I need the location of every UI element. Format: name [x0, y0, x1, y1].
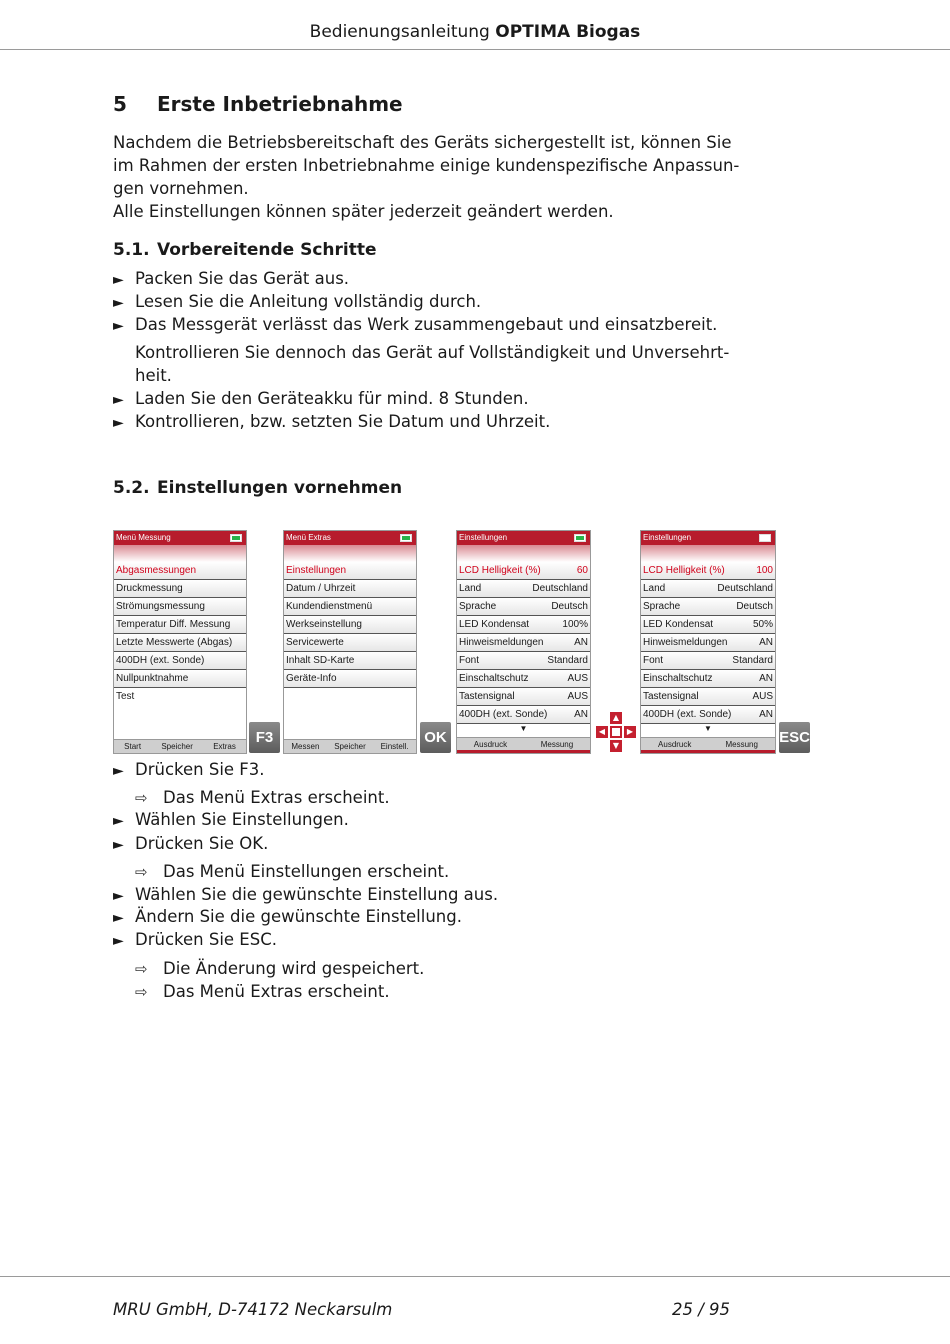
softkey-label[interactable]: Extras — [213, 742, 236, 751]
intro-line: Alle Einstellungen können später jederzeit geändert werden. — [113, 202, 614, 221]
settings-row[interactable]: Hinweismeldungen AN — [457, 634, 590, 652]
screen-title-bar: Einstellungen — [457, 531, 590, 545]
softkey-label[interactable]: Ausdruck — [473, 740, 508, 749]
step-marker: ► — [113, 933, 124, 949]
screen-menu-extras — [283, 530, 417, 754]
softkey-bar — [641, 737, 775, 753]
result-arrow-icon: ⇨ — [135, 863, 148, 881]
scroll-down-icon: ▼ — [704, 724, 712, 733]
arrow-right-icon[interactable]: ▶ — [624, 726, 636, 738]
header-product: OPTIMA Biogas — [495, 22, 641, 42]
step-marker: ► — [113, 888, 124, 904]
arrow-down-icon[interactable]: ▼ — [610, 740, 622, 752]
settings-row[interactable]: Font Standard — [641, 652, 775, 670]
battery-icon — [574, 534, 586, 542]
softkey-label[interactable]: Speicher — [334, 742, 366, 751]
f3-key[interactable]: F3 — [249, 722, 280, 753]
softkey-label[interactable]: Speicher — [161, 742, 193, 751]
subsection-number: 5.2. — [113, 478, 150, 498]
screen-title-bar: Menü Extras — [284, 531, 416, 545]
step-marker: ► — [113, 318, 124, 334]
softkey-bar — [457, 737, 590, 753]
result-arrow-icon: ⇨ — [135, 789, 148, 807]
softkey-label[interactable]: Messen — [291, 742, 320, 751]
menu-item[interactable]: Inhalt SD-Karte — [284, 652, 416, 670]
ok-key[interactable]: OK — [420, 722, 451, 753]
step-item: ► Lesen Sie die Anleitung vollständig durch. — [113, 290, 481, 315]
softkey-bar — [114, 739, 246, 753]
header-rule — [0, 49, 950, 50]
screen-title-bar: Einstellungen — [641, 531, 775, 545]
step-marker: ► — [113, 415, 124, 431]
menu-item[interactable]: Test — [114, 688, 246, 705]
settings-row[interactable]: Sprache Deutsch — [457, 598, 590, 616]
menu-item[interactable]: Kundendienstmenü — [284, 598, 416, 616]
softkey-label[interactable]: Ausdruck — [658, 740, 692, 749]
screen-menu-messung — [113, 530, 247, 754]
settings-row[interactable]: Einschaltschutz AUS — [457, 670, 590, 688]
step-item: ► Drücken Sie ESC. — [113, 928, 277, 953]
screen-title-bar: Menü Messung — [114, 531, 246, 545]
settings-row[interactable]: LCD Helligkeit (%) 60 — [457, 562, 590, 580]
intro-paragraph — [113, 131, 753, 223]
result-item: ⇨ Die Änderung wird gespeichert. — [135, 957, 424, 981]
menu-item[interactable]: Geräte-Info — [284, 670, 416, 688]
settings-row[interactable]: Tastensignal AUS — [641, 688, 775, 706]
battery-icon — [759, 534, 771, 542]
step-item: ► Ändern Sie die gewünschte Einstellung. — [113, 905, 462, 930]
step-item: ► Drücken Sie OK. — [113, 832, 268, 857]
esc-key[interactable]: ESC — [779, 722, 810, 753]
step-item: ► Kontrollieren, bzw. setzten Sie Datum und Uhrzeit. — [113, 410, 550, 435]
settings-row[interactable]: 400DH (ext. Sonde) AN — [641, 706, 775, 724]
menu-item[interactable]: Datum / Uhrzeit — [284, 580, 416, 598]
screen-einstellungen-before — [456, 530, 591, 754]
settings-row[interactable]: Hinweismeldungen AN — [641, 634, 775, 652]
footer-company: MRU GmbH, D-74172 Neckarsulm — [113, 1300, 393, 1319]
dpad-icon[interactable] — [596, 712, 636, 754]
intro-line: im Rahmen der ersten Inbetriebnahme einige kundenspezifische Anpassun- — [113, 156, 740, 175]
settings-list — [457, 562, 590, 734]
subsection-heading-1 — [113, 240, 377, 260]
step-item: ► Drücken Sie F3. — [113, 758, 265, 783]
menu-item[interactable]: Servicewerte — [284, 634, 416, 652]
menu-item[interactable]: Abgasmessungen — [114, 562, 246, 580]
step-item: ► Packen Sie das Gerät aus. — [113, 267, 349, 292]
menu-item[interactable]: Druckmessung — [114, 580, 246, 598]
menu-item[interactable]: Einstellungen — [284, 562, 416, 580]
menu-item[interactable]: Nullpunktnahme — [114, 670, 246, 688]
step-marker: ► — [113, 837, 124, 853]
subsection-title: Einstellungen vornehmen — [157, 478, 403, 498]
battery-icon — [400, 534, 412, 542]
settings-row[interactable]: Tastensignal AUS — [457, 688, 590, 706]
step-marker: ► — [113, 763, 124, 779]
settings-row[interactable]: Land Deutschland — [641, 580, 775, 598]
intro-line: gen vornehmen. — [113, 179, 249, 198]
settings-row[interactable]: Font Standard — [457, 652, 590, 670]
step-marker: ► — [113, 392, 124, 408]
settings-row[interactable]: LED Kondensat 50% — [641, 616, 775, 634]
footer-page-number: 25 / 95 — [672, 1300, 731, 1319]
screen-einstellungen-after — [640, 530, 776, 754]
subsection-heading-2 — [113, 478, 402, 498]
arrow-left-icon[interactable]: ◀ — [596, 726, 608, 738]
step-marker: ► — [113, 295, 124, 311]
menu-item[interactable]: Letzte Messwerte (Abgas) — [114, 634, 246, 652]
section-title: Erste Inbetriebnahme — [157, 92, 403, 116]
result-item: ⇨ Das Menü Extras erscheint. — [135, 786, 390, 810]
result-arrow-icon: ⇨ — [135, 983, 148, 1001]
settings-row[interactable]: Land Deutschland — [457, 580, 590, 598]
step-marker: ► — [113, 272, 124, 288]
step-item: ► Wählen Sie die gewünschte Einstellung aus. — [113, 883, 498, 908]
menu-item[interactable]: Strömungsmessung — [114, 598, 246, 616]
settings-row[interactable]: Sprache Deutsch — [641, 598, 775, 616]
menu-item[interactable]: Werkseinstellung — [284, 616, 416, 634]
footer-rule — [0, 1276, 950, 1277]
settings-row[interactable]: LED Kondensat 100% — [457, 616, 590, 634]
intro-line: Nachdem die Betriebsbereitschaft des Geräts sichergestellt ist, können Sie — [113, 133, 732, 152]
settings-list — [641, 562, 775, 734]
arrow-up-icon[interactable]: ▲ — [610, 712, 622, 724]
result-arrow-icon: ⇨ — [135, 960, 148, 978]
subsection-number: 5.1. — [113, 240, 150, 260]
softkey-bar — [284, 739, 416, 753]
menu-item[interactable]: 400DH (ext. Sonde) — [114, 652, 246, 670]
softkey-label[interactable]: Start — [124, 742, 142, 751]
softkey-label[interactable]: Messung — [725, 740, 758, 749]
subsection-title: Vorbereitende Schritte — [157, 240, 377, 260]
softkey-label[interactable]: Messung — [540, 740, 574, 749]
result-item: ⇨ Das Menü Einstellungen erscheint. — [135, 860, 449, 884]
center-icon[interactable] — [610, 726, 622, 738]
step-marker: ► — [113, 813, 124, 829]
result-item: ⇨ Das Menü Extras erscheint. — [135, 980, 390, 1004]
softkey-label[interactable]: Einstell. — [380, 742, 409, 751]
settings-row[interactable]: 400DH (ext. Sonde) AN — [457, 706, 590, 724]
menu-list — [114, 562, 246, 705]
settings-row[interactable]: Einschaltschutz AN — [641, 670, 775, 688]
menu-list — [284, 562, 416, 688]
battery-icon — [230, 534, 242, 542]
header-prefix: Bedienungsanleitung — [309, 22, 496, 42]
step-item: ► Wählen Sie Einstellungen. — [113, 808, 349, 833]
section-heading — [113, 92, 403, 116]
menu-item[interactable]: Temperatur Diff. Messung — [114, 616, 246, 634]
step-item: ► Das Messgerät verlässt das Werk zusammengebaut und einsatzbereit. — [113, 313, 717, 338]
step-marker: ► — [113, 910, 124, 926]
step-continuation: Kontrollieren Sie dennoch das Gerät auf Vollständigkeit und Unversehrt- heit. — [135, 343, 730, 385]
page-header — [0, 22, 950, 42]
section-number: 5 — [113, 92, 127, 116]
scroll-down-icon: ▼ — [519, 724, 528, 733]
step-item: ► Laden Sie den Geräteakku für mind. 8 Stunden. — [113, 387, 529, 412]
settings-row[interactable]: LCD Helligkeit (%) 100 — [641, 562, 775, 580]
